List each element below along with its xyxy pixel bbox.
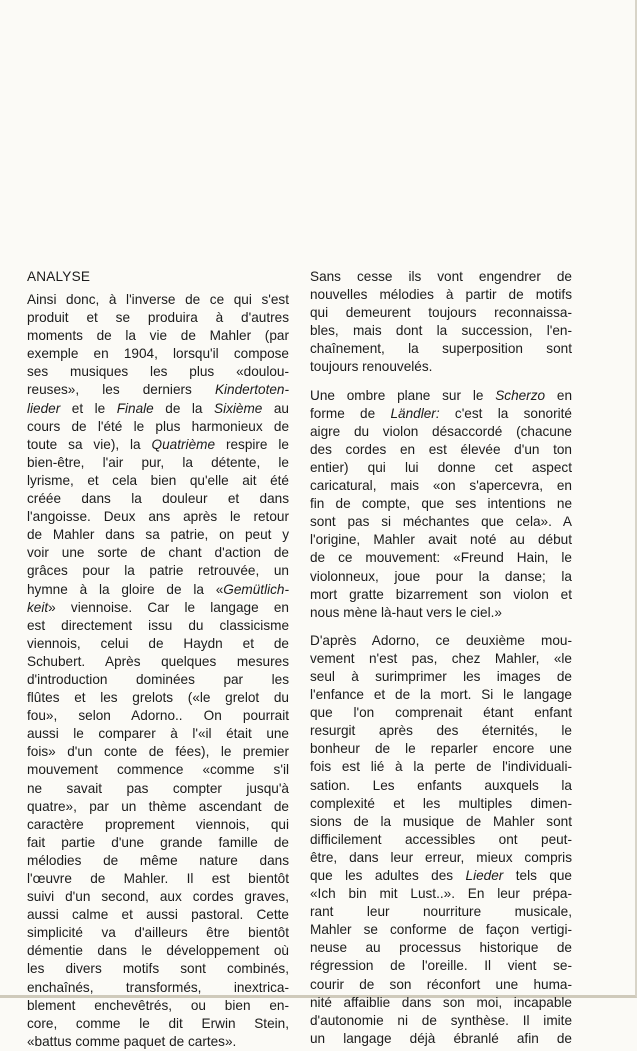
text-line: «battus comme paquet de cartes». (27, 1033, 237, 1049)
text-line: Sans cesse ils vont engendrer de (310, 269, 572, 284)
text-line: que les adultes des Lieder tels que (310, 868, 572, 883)
text-line: qui demeurent toujours reconnaissa- (310, 305, 572, 321)
text-line: de ce mouvement: «Freund Hain, le (310, 550, 572, 566)
text-line: des cordes en est élevée d'un ton (310, 441, 572, 457)
text-line: fou», selon Adorno.. On pourrait (27, 708, 289, 724)
text-line: aussi calme et aussi pastoral. Cette (27, 907, 289, 923)
text-line: «Ich bin mit Lust..». En leur prépa- (310, 886, 572, 902)
text-line: caractère proprement viennois, qui (27, 816, 289, 832)
text-line: Ainsi donc, à l'inverse de ce qui s'est (27, 292, 289, 307)
left-column (27, 268, 289, 1051)
text-line: produit et se produira à d'autres (27, 310, 289, 326)
text-line: bien-être, l'air pur, la détente, le (27, 454, 289, 470)
text-line: quatre», par un thème ascendant de (27, 798, 289, 814)
text-line: caricatural, mais «on s'apercevra, en (310, 478, 572, 494)
text-line: blement enchevêtrés, ou bien en- (27, 997, 289, 1013)
text-line: violonneux, joue pour la danse; la (310, 568, 572, 584)
text-line: resurgit après des éternités, le (310, 723, 572, 739)
text-line: bonheur de le reparler encore une (310, 741, 572, 757)
text-line: ses musiques les plus «doulou- (27, 364, 289, 380)
text-line: fois» d'un conte de fées), le premier (27, 744, 289, 760)
text-line: mouvement commence «comme s'il (27, 762, 289, 778)
text-line: D'après Adorno, ce deuxième mou- (310, 632, 572, 648)
text-line: courir de son réconfort une huma- (310, 976, 572, 992)
text-line: exemple en 1904, lorsqu'il compose (27, 346, 289, 362)
text-line: régression de l'oreille. Il vient se- (310, 958, 572, 974)
text-line: vement n'est pas, chez Mahler, «le (310, 650, 572, 666)
text-line: d'introduction dominées par les (27, 671, 289, 687)
text-line: l'origine, Mahler avait noté au début (310, 532, 572, 548)
right-column-text (310, 268, 572, 1048)
text-line: de Mahler dans sa patrie, on peut y (27, 527, 289, 543)
text-line: que l'on comprenait étant enfant (310, 705, 572, 721)
text-line: l'œuvre de Mahler. Il est bientôt (27, 871, 289, 886)
text-line: viennois, celui de Haydn et de (27, 635, 289, 651)
text-line: créée dans la douleur et dans (27, 491, 289, 507)
text-line: Une ombre plane sur le Scherzo en (310, 387, 572, 403)
text-line: être, dans leur erreur, mieux compris (310, 849, 572, 865)
text-line: sation. Les enfants auxquels la (310, 777, 572, 793)
text-line: toute sa vie), la Quatrième respire le (27, 436, 289, 452)
text-line: les divers motifs sont combinés, (27, 961, 289, 977)
text-line: l'angoisse. Deux ans après le retour (27, 509, 289, 525)
text-line: bles, mais dont la succession, l'en- (310, 323, 572, 339)
text-line: enchaînés, transformés, inextrica- (27, 979, 289, 995)
text-line: lieder et le Finale de la Sixième au (27, 400, 289, 416)
text-line: est directement issu du classicisme (27, 617, 289, 633)
text-line: mélodies de même nature dans (27, 852, 289, 868)
text-line: neuse au processus historique de (310, 940, 572, 956)
text-line: sont pas si méchantes que cela». A (310, 514, 572, 530)
text-line: fin de compte, que ses intentions ne (310, 496, 572, 512)
left-column-text (27, 291, 289, 1051)
section-heading: ANALYSE (27, 269, 91, 284)
text-line: rant leur nourriture musicale, (310, 904, 572, 920)
text-line: hymne à la gloire de la «Gemütlich- (27, 581, 289, 597)
text-line: moments de la vie de Mahler (par (27, 328, 289, 344)
paragraph-gap (310, 377, 572, 387)
right-column (310, 268, 572, 1048)
text-line: difficilement accessibles ont peut- (310, 831, 572, 847)
text-line: nous mène là-haut vers le ciel.» (310, 604, 502, 620)
text-line: d'autonomie ni de synthèse. Il imite (310, 1012, 572, 1028)
text-line: chaînement, la superposition sont (310, 341, 572, 357)
text-line: reuses», les derniers Kindertoten- (27, 382, 289, 398)
text-line: toujours renouvelés. (310, 359, 433, 375)
text-line: complexité et les multiples dimen- (310, 795, 572, 811)
text-line: simplicité va d'ailleurs être bientôt (27, 925, 289, 941)
text-line: Schubert. Après quelques mesures (27, 653, 289, 669)
text-line: voir une sorte de chant d'action de (27, 545, 289, 561)
text-line: cours de l'été le plus harmonieux de (27, 418, 289, 434)
paragraph-gap (310, 622, 572, 632)
text-line: keit» viennoise. Car le langage en (27, 599, 289, 615)
text-line: core, comme le dit Erwin Stein, (27, 1015, 289, 1031)
text-line: suivi d'un second, aux cordes graves, (27, 889, 289, 905)
text-line: un langage déjà ébranlé afin de (310, 1030, 572, 1046)
text-line: sions de la musique de Mahler sont (310, 813, 572, 829)
text-line: ne savait pas compter jusqu'à (27, 780, 289, 796)
text-line: grâces pour la patrie retrouvée, un (27, 563, 289, 579)
text-line: aigre du violon désaccordé (chacune (310, 423, 572, 439)
text-line: aussi le comparer à l'«il était une (27, 726, 289, 742)
text-line: flûtes et les grelots («le grelot du (27, 690, 289, 706)
text-line: l'enfance et de la mort. Si le langage (310, 687, 572, 703)
text-line: mort gratte bizarrement son violon et (310, 586, 572, 602)
text-line: Mahler se conforme de façon vertigi- (310, 922, 572, 938)
text-line: fois est lié à la perte de l'individuali- (310, 759, 572, 775)
text-line: forme de Ländler: c'est la sonorité (310, 405, 572, 421)
text-line: lyrisme, et cela bien qu'elle ait été (27, 472, 289, 488)
text-line: seul à surimprimer les images de (310, 668, 572, 684)
text-line: nouvelles mélodies à partir de motifs (310, 287, 572, 303)
text-line: fait partie d'une grande famille de (27, 834, 289, 850)
text-line: démentie dans le développement où (27, 943, 289, 959)
text-line: entier) qui lui donne cet aspect (310, 459, 572, 475)
text-line: nité affaiblie dans son moi, incapable (310, 994, 572, 1010)
